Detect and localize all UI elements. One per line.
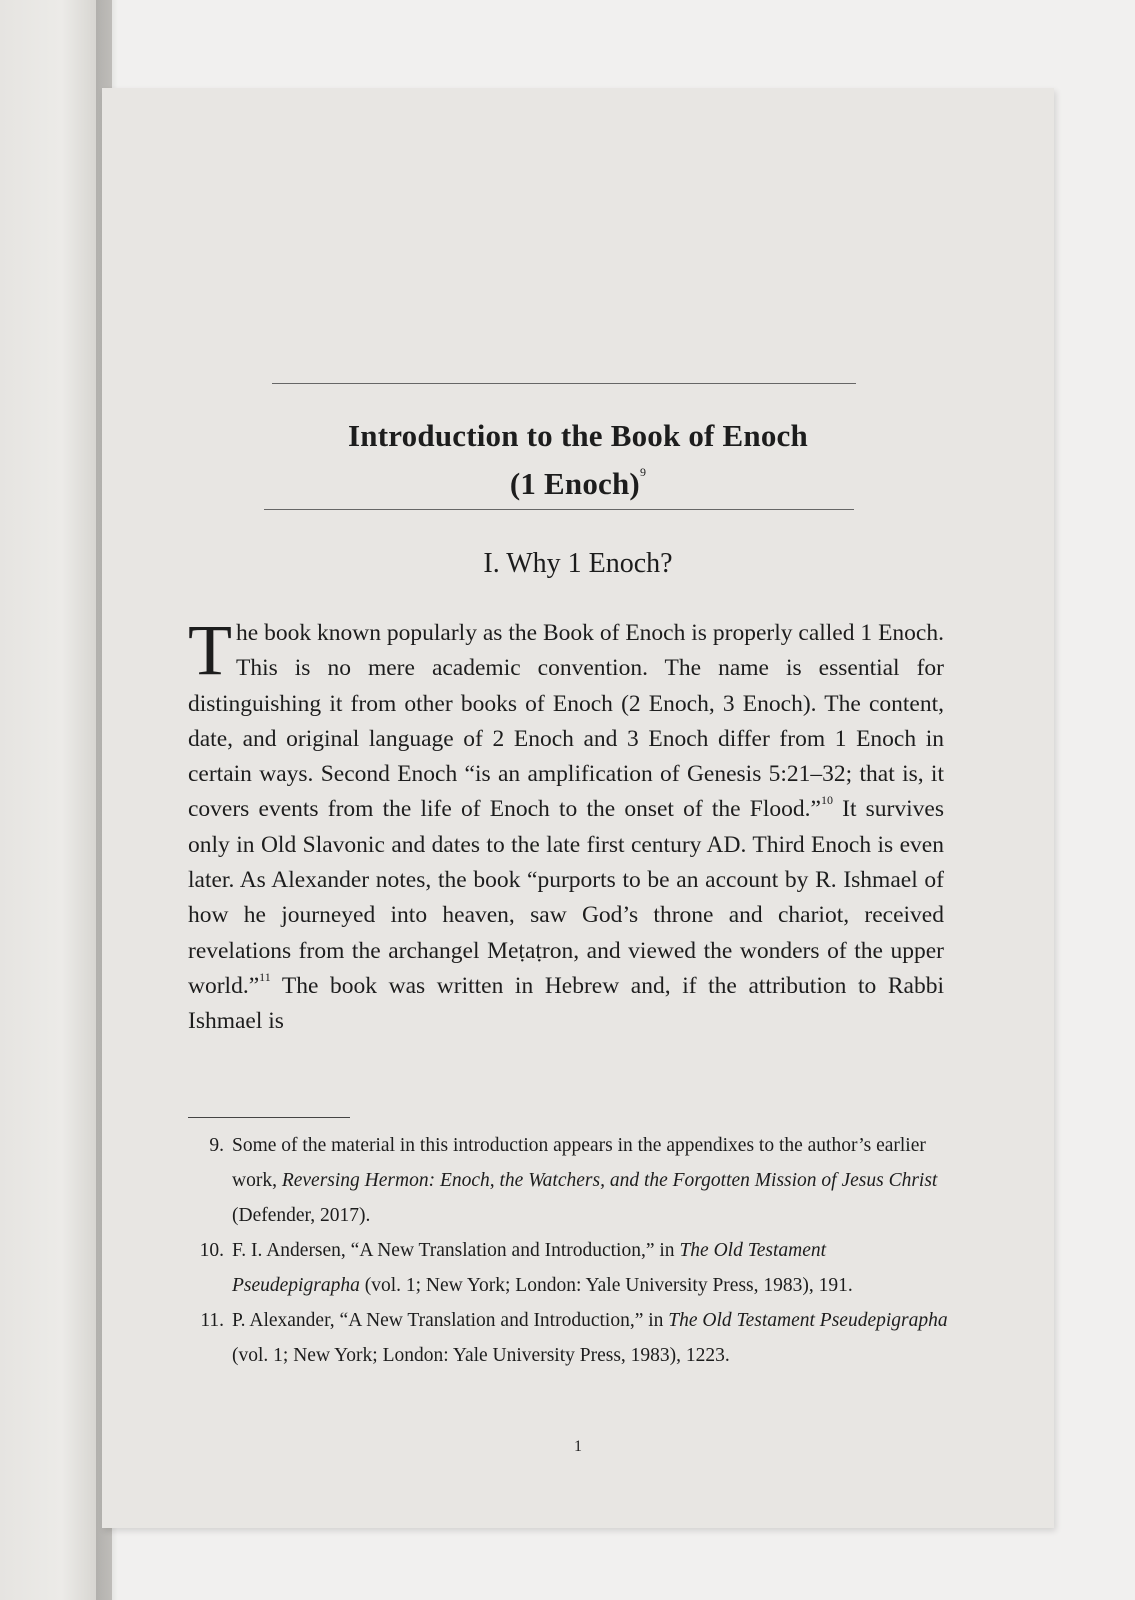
title-rule-bottom (264, 509, 854, 510)
footnote-italic-title: The Old Testament Pseudepigrapha (668, 1310, 948, 1331)
chapter-title-line2: (1 Enoch) (509, 466, 640, 501)
footnote-text-end: (Defender, 2017). (232, 1205, 371, 1226)
body-text-segment-2: It survives only in Old Slavonic and dates to the late first century AD. Third Enoch is even later. As Alexander notes, the book “purports to be an account by R. Ishmael of how he journeyed into heaven, saw God’s throne and chariot, received revelations from the archangel Meṭaṭron, and viewed the wonders of the upper world.” (188, 796, 944, 999)
body-text-segment-3: The book was written in Hebrew and, if the attribution to Rabbi Ishmael is (188, 972, 944, 1035)
footnote-number: 11. (200, 1310, 224, 1331)
body-text-segment-1: he book known popularly as the Book of Enoch is properly called 1 Enoch. This is no mere academic convention. The name is essential for distinguishing it from other books of Enoch (2 Enoch, 3 Enoch). The content, date, and original language of 2 Enoch and 3 Enoch differ from 1 Enoch in certain ways. Second Enoch “is an amplification of Genesis 5:21–32; that is, it covers events from the life of Enoch to the onset of the Flood.” (188, 620, 944, 823)
footnote-11 (188, 1303, 948, 1373)
footnote-italic-title: The Old Testament Pseudepigrapha (232, 1240, 827, 1296)
title-rule-top (272, 383, 856, 384)
footnote-italic-title: Reversing Hermon: Enoch, the Watchers, and the Forgotten Mission of Jesus Christ (281, 1170, 938, 1191)
footnote-9 (188, 1128, 948, 1233)
body-paragraph (188, 610, 944, 1040)
footnote-text: F. I. Andersen, “A New Translation and Introduction,” in (232, 1240, 680, 1261)
footnote-10 (188, 1233, 948, 1303)
drop-cap: T (188, 610, 232, 690)
footnote-text: Some of the material in this introduction appears in the appendixes to the author’s earlier work, (232, 1135, 926, 1191)
footnote-ref-10: 10 (820, 793, 833, 808)
footnote-number: 10. (199, 1240, 224, 1261)
title-footnote-marker: 9 (639, 465, 647, 479)
footnote-ref-11: 11 (259, 969, 271, 984)
footnote-separator (188, 1117, 350, 1118)
chapter-title (142, 418, 1014, 454)
page-number: 1 (574, 1438, 582, 1455)
chapter-subtitle (142, 454, 1014, 502)
footnotes (188, 1128, 948, 1373)
footnote-text-end: (vol. 1; New York; London: Yale University Press, 1983), 191. (359, 1275, 853, 1296)
chapter-title-line1: Introduction to the Book of Enoch (348, 418, 808, 453)
footnote-text: P. Alexander, “A New Translation and Introduction,” in (232, 1310, 669, 1331)
book-page (102, 88, 1054, 1528)
footnote-number: 9. (209, 1135, 224, 1156)
footnote-text-end: (vol. 1; New York; London: Yale University Press, 1983), 1223. (232, 1345, 730, 1366)
section-heading: I. Why 1 Enoch? (483, 548, 673, 579)
